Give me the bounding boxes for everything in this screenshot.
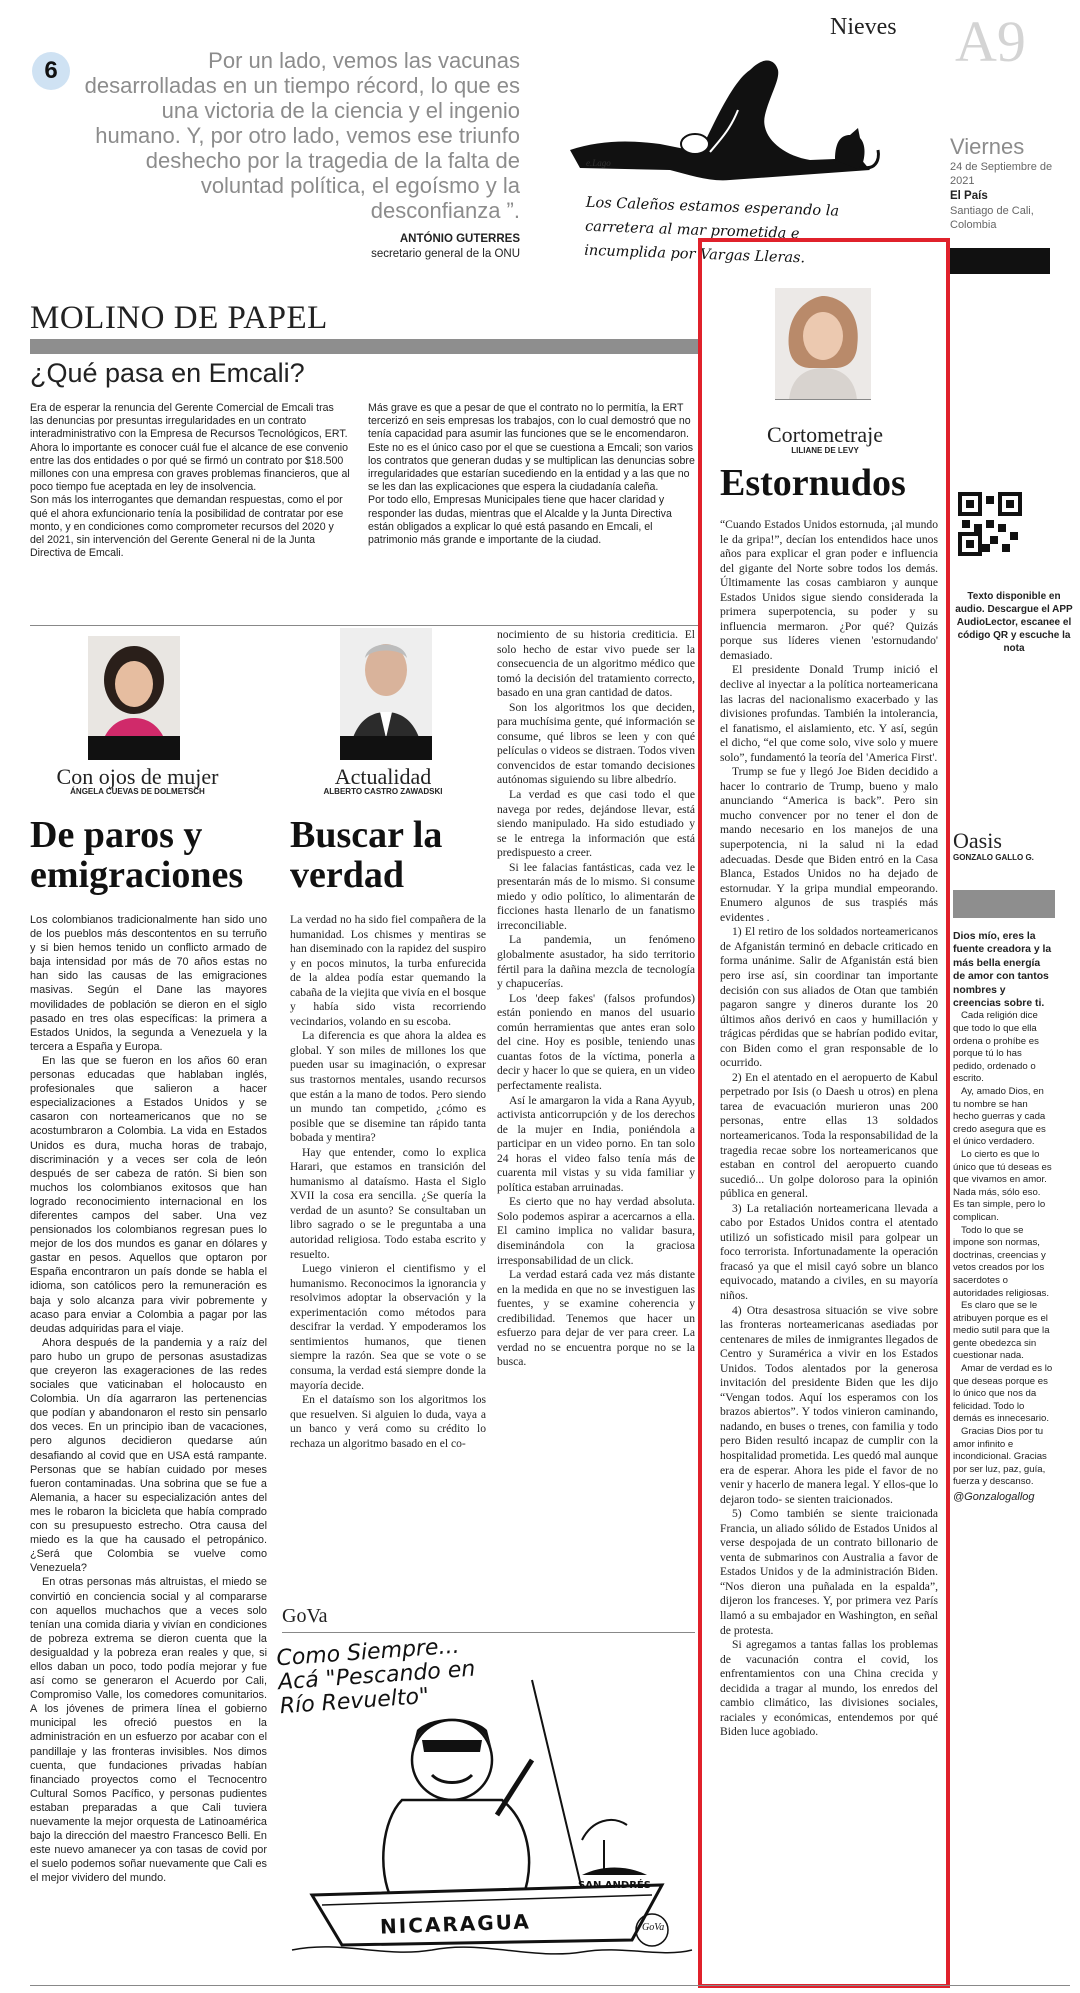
- oasis-author: GONZALO GALLO G.: [953, 853, 1034, 862]
- quote-icon: 6: [32, 52, 70, 90]
- oasis-gray-bar: [953, 890, 1055, 918]
- quote-text: Por un lado, vemos las vacunas desarrolladas en un tiempo récord, lo que es una victoria de la ciencia y el ingenio humano. Y, por otro lado, vemos ese triunfo deshecho por la tragedia de la falta de voluntad política, el egoísmo y la desconfianza ”.: [84, 48, 520, 223]
- top-cartoon-caption: Los Caleños estamos esperando la carretera al mar prometida e incumplida por Vargas Lleras.: [583, 194, 840, 267]
- molino-headline: ¿Qué pasa en Emcali?: [30, 358, 305, 388]
- qr-note: Texto disponible en audio. Descargue el APP AudioLector, escanee el código QR y escuche la nota: [955, 591, 1073, 654]
- col-a-author: ÁNGELA CUEVAS DE DOLMETSCH: [70, 787, 205, 796]
- oasis-body: Dios mío, eres la fuente creadora y la más bella energía de amor con tantos nombres y creencias sobre ti. Cada religión dice que todo lo que ella ordena o prohíbe es porque tú lo has pedido, ordenado o escrito. Ay, amado Dios, en tu nombre se han hecho guerras y cada credo asegura que es el único verdadero. Lo cierto es que lo único que tú deseas es que vivamos en amor. Nada más, sólo eso. Es tan simple, pero lo complican. Todo lo que se impone son normas, doctrinas, creencias y vetos creados por los sacerdotes o autoridades religiosas. Es claro que se le atribuyen porque es el medio sutil para que la gente obedezca sin cuestionar nada. Amar de verdad es lo que deseas porque es lo único que nos da felicidad. Todo lo demás es innecesario. Gracias Dios por tu amor infinito e incondicional. Gracias por ser luz, paz, guía, fuerza y descanso. @Gonzalogallog: [953, 931, 1053, 1503]
- header-date: 24 de Septiembre de 2021: [950, 161, 1053, 187]
- col-b-body: La verdad no ha sido fiel compañera de la humanidad. Los chismes y mentiras se han diseminado con la rapidez del suspiro y en pocos minutos, la turba enfurecida de la aldea podía estar quemando la cabaña de la viejita que vivía en el bosque y había sido vista recorriendo vecindarios, volando en su escoba. La diferencia es que ahora la aldea es global. Y son miles de millones los que pueden usar su imaginación, o expresar sus trastornos mentales, usando recursos que están a la mano de todos. Pero siendo un mundo tan competido, ¿cómo es posible que se disemine tan rápido tanta bobada y mentira? Hay que entender, como lo explica Harari, que estamos en transición del humanismo al dataísmo. Hasta el Siglo XVII la cosa era sencilla. ¿Se quería la verdad de un asunto? Se consultaban un libro sagrado o se le preguntaba a una autoridad religiosa. Todo estaba escrito y resuelto. Luego vinieron el cientifismo y el humanismo. Reconocimos la ignorancia y resolvimos adoptar la observación y la experimentación como métodos para descifrar la verdad. Y empoderamos los sentimientos humanos, que tienen siempre la razón. Sea que se vote o se consuma, la verdad está siempre donde la mayoría decide. En el dataísmo son los algoritmos los que resuelven. Si alguien lo duda, vaya a un banco y verá como su crédito lo rechaza un algoritmo basado en el co-: [290, 913, 486, 1450]
- col-a-section: Con ojos de mujer: [56, 764, 219, 789]
- author-photo-liliane: [775, 288, 871, 400]
- header-paper: El País: [950, 190, 988, 202]
- col-b-author: ALBERTO CASTRO ZAWADSKI: [323, 787, 443, 796]
- header-day: Viernes: [950, 134, 1025, 159]
- gova-signature: GoVa: [642, 1922, 665, 1933]
- quote-role: secretario general de la ONU: [371, 248, 520, 260]
- gova-rule: [282, 1632, 695, 1633]
- author-photo-alberto: [340, 628, 432, 760]
- col-c-body: nocimiento de su historia crediticia. El solo hecho de estar vivo puede ser la consecuencia de un algoritmo médico que tomó la decisión del tratamiento correcto, basado en una gran cantidad de datos. Son los algoritmos los que deciden, para muchísima gente, qué información se consume, qué libros se leen y con qué películas o videos se distraen. Todos viven convencidos de estar tomando decisiones autónomas siguiendo su libre albedrío. La verdad es que casi todo el que navega por redes, dejándose llevar, está siendo manipulado. Ha sido estudiado y se le entrega la información que está predispuesto a creer. Si lee falacias fantásticas, cada vez le presentarán más de lo mismo. Si consume miedo y odio político, lo alimentarán de ficciones hasta llenarlo de un fanatismo irreconciliable. La pandemia, un fenómeno globalmente asustador, ha sido territorio fértil para la dañina mezcla de tecnología y chapucerías. Los 'deep fakes' (falsos profundos) están poniendo en manos del usuario común herramientas que antes eran solo del cine. Hoy es posible, teniendo unas cuantas fotos de la víctima, ponerla a decir y hacer lo que se quiera, en un video perfectamente realista. Así le amargaron la vida a Rana Ayyub, activista anticorrupción y de los derechos de la mujer en India, poniéndola a participar en un video porno. En tan solo 24 horas el video falso tenía más de cuarenta mil vistas y su vida familiar y política estaban arruinadas. Es cierto que no hay verdad absoluta. Solo podemos aspirar a acercarnos a ella. El camino implica no validar basura, diseminándola con la graciosa irresponsabilidad de un click. La verdad estará cada vez más distante en la medida en que no se investiguen las fuentes, y se examine coherencia y credibilidad. Tenemos que hacer un esfuerzo para dejar de ver para creer. La verdad no se encuentra porque no se la busca.: [497, 628, 695, 1369]
- oasis-section: Oasis: [953, 828, 1002, 853]
- col-b-section: Actualidad: [334, 764, 432, 789]
- molino-column-2: Más grave es que a pesar de que el contrato no lo permitía, la ERT tercerizó en seis empresas los trabajos, con lo cual demostró que no tenía capacidad para asumir las funciones que se le encomendaron. Este no es el único caso por el que se cuestiona a Emcali; son varios los contratos que generan dudas y se multiplican las denuncias sobre irregularidades que estarían sucediendo en la entidad y a las que no se les dan las explicaciones que espera la ciudadanía caleña. Por todo ello, Empresas Municipales tiene que hacer claridad y responder las dudas, mientras que el Alcalde y la Junta Directiva están obligados a explicar lo qué está pasando en Emcali, el patrimonio más grande e importante de la ciudad.: [368, 402, 695, 547]
- col-a-headline: De paros y emigraciones: [30, 814, 244, 896]
- qr-code[interactable]: [958, 492, 1022, 556]
- gova-caption: Como Siempre... Acá "Pescando en Río Revuelto": [275, 1633, 477, 1720]
- header-black-bar: [950, 248, 1050, 274]
- section-name: Nieves: [830, 14, 897, 40]
- gova-label: GoVa: [282, 1605, 328, 1627]
- col-d-headline: Estornudos: [720, 462, 906, 504]
- molino-bottom-rule: [30, 625, 700, 626]
- col-b-headline: Buscar la verdad: [290, 814, 443, 896]
- top-cartoon-signature: e.Lago: [586, 158, 611, 168]
- header-city: Santiago de Cali, Colombia: [950, 205, 1034, 231]
- gova-island-text: SAN ANDRÉS: [578, 1880, 651, 1891]
- page-bottom-rule: [30, 1985, 1070, 1986]
- col-d-section: Cortometraje: [766, 422, 884, 447]
- molino-gray-rule: [30, 339, 700, 354]
- col-d-author: LILIANE DE LEVY: [791, 446, 859, 455]
- molino-section-title: MOLINO DE PAPEL: [30, 300, 328, 336]
- author-photo-angela: [88, 636, 180, 760]
- col-a-body: Los colombianos tradicionalmente han sido uno de los pueblos más descontentos en su terruño y si bien hemos tenido un conflicto armado de baja intensidad por más de 70 años estas no han sido las causas de las emigraciones masivas. Según el Dane las mayores movilidades de población se dieron en el siglo pasado en tres olas específicas: la primera a Estados Unidos, la segunda a Venezuela y la tercera a España y Europa. En las que se fueron en los años 60 eran personas educadas que hablaban inglés, profesionales que salieron a hacer especializaciones a Estados Unidos y se casaron con norteamericanos que no se acostumbraron a Colombia. La vida en Estados Unidos es dura, mucha horas de trabajo, discriminación y a veces ser cola de león después de ser cabeza de ratón. Si bien son muchos los colombianos exitosos que han logrado reconocimiento internacional en los diferentes campos del saber. Una vez pensionados los colombianos regresan pues lo mejor de los dos mundos es ganar en dólares y gastar en pesos. Aquellos que optaron por España encontraron un país donde se habla el idioma, son católicos pero la remuneración es baja y solo alcanza para vivir pobremente y acaso para enviar a Colombia a pagar por las deudas adquiridas para el viaje. Ahora después de la pandemia y a raíz del paro hubo un grupo de personas asustadizas que creyeron las exageraciones de las redes sociales que vaticinaban el holocausto en Colombia. Un día agarraron las pertenencias que podían y abandonaron el resto sin pensarlo dos veces. En un principio iban de vacaciones, pero algunos decidieron quedarse aún desafiando al covid que en USA está rampante. Personas que se habían cuidado por meses fueron contaminadas. Una sobrina que se fue a Alemania, a hacer su especialización antes del mes le robaron la bicicleta que había comprado con su presupuesto estrecho. Otra causa del miedo es la que ha causado el petropánico. ¿Será que Colombia se vuelve como Venezuela? En otras personas más altruistas, el miedo se convirtió en conciencia social y al compararse con aquellos muchachos que a veces solo tenían una comida diaria y vivían en condiciones de pobreza extrema se dieron cuenta que la desigualdad y la pobreza eran reales y que, si ellos daban un poco, todo podía mejorar y fue así como se generaron el Acuerdo por Cali, Compromiso Valle, los comedores comunitarios. A los jóvenes de primera línea el gobierno municipal les ofreció puestos en la administración en un esfuerzo por acabar con el pandillaje y las fronteras invisibles. Nos dimos cuenta, que fundaciones privadas habían financiado proyectos como el Tecnocentro Cultural Somos Pacífico, y personas pudientes estaban preparadas a que Cali tuviera nuevamente la mejor orquesta de Latinoamérica bajo la dirección del maestro Francesco Belli. En este nuevo amanecer ya con tasas de covid por el suelo podemos soñar nuevamente que Cali es el mejor vividero del mundo.: [30, 914, 267, 1885]
- quote-author: ANTÓNIO GUTERRES: [399, 233, 520, 245]
- col-d-body: “Cuando Estados Unidos estornuda, ¡al mundo le da gripa!”, decían los entendidos hace unos años para explicar el gran poder e influencia del gigante del Norte sobre todos los demás. Últimamente las cosas cambiaron y aunque Estados Unidos sigue siendo considerada la primera superpotencia, su poder y su influencia mermaron. ¿Por qué? Quizás porque sus líderes vienen 'estornudando' demasiado. El presidente Donald Trump inició el declive al inyectar a la política norteamericana las lacras del nacionalismo exacerbado y las divisiones profundas. También la intolerancia, el fanatismo, el aislamiento, etc. Y así, según el dicho, “el que come solo, vive solo y muere solo”, fundamentó la teoría del 'America First'. Trump se fue y llegó Joe Biden decidido a hacer lo contrario de Trump, bueno y malo anunciando “America is back”. Pero sin mucho convencer por no tener el don de mando necesario en los manejos de una superpotencia, ni la salud ni la edad adecuadas. Desde que Biden entró en la Casa Blanca, Estados Unidos no ha dejado de estornudar. Y la gripa mundial empeorando. Enumero algunos de sus traspiés más evidentes . 1) El retiro de los soldados norteamericanos de Afganistán terminó en debacle criticado en forma unánime. Salir de Afganistán está bien pero irse así, sin coordinar tan importante decisión con sus aliados de Otan que también pagaron sangre y dineros durante los 20 últimos años derivó en caos y humillación y trágicas pérdidas que se habrían podido evitar, con Biden como el gran responsable de lo ocurrido. 2) En el atentado en el aeropuerto de Kabul perpetrado por Isis (o Daesh u otros) en plena tarea de evacuación murieron unas 200 personas, entre ellas 13 soldados norteamericanos. Toda la responsabilidad de la tragedia recae sobre los norteamericanos que estaban en control del aeropuerto cuando sucedió... Un golpe doloroso para la opinión pública en general. 3) La retaliación norteamericana llevada a cabo por Estados Unidos contra el atentado utilizó un sofisticado misil para golpear un foco terrorista. Infortunadamente la operación fracasó ya que el misil cayó sobre un blanco equivocado, matando a civiles, en su mayoría niños. 4) Otra desastrosa situación se vive sobre las fronteras norteamericanas asediadas por centenares de miles de inmigrantes llegados de Centro y Suramérica a vivir en los Estados Unidos. Todos alentados por la generosa invitación del presidente Biden que les dijo “Vengan todos. Aquí los esperamos con los brazos abiertos”. Y todos vinieron caminando, nadando, en buses o trenes, con familia y todo pero Biden resultó incapaz de cumplir con la hospitalidad prometida. Les quedó mal aunque era de esperar. Ahora les pide el favor de no venir y hacerlo de manera legal. Y ellos-que lo dejaron todo- se sienten traicionados. 5) Como también se siente traicionada Francia, un aliado sólido de Estados Unidos al verse despojada de un contrato billonario de venta de submarinos con Australia a favor de Estados Unidos y de la administración Biden. “Nos dieron una puñalada en la espalda”, dijeron los franceses. Y, por primera vez París llamó a su embajador en Washington, en señal de protesta. Si agregamos a tantas fallas los problemas de vacunación contra el covid, los enfrentamientos con una China crecida y decidida a tragar al mundo, los enredos del cambio climático, las divisiones sociales, raciales y económicas, entendemos por qué Biden luce agobiado.: [720, 518, 938, 1739]
- page-number: A9: [955, 9, 1026, 74]
- molino-column-1: Era de esperar la renuncia del Gerente Comercial de Emcali tras las denuncias por presuntas irregularidades en un contrato interadministrativo con la Empresa de Recursos Tecnológicos, ERT. Ahora lo importante es conocer cuál fue el alcance de ese convenio entre las dos entidades o por qué se firmó un contrato por $18.500 millones con una empresa con graves problemas financieros, que al poco tiempo fue aceptada en ley de insolvencia. Son más los interrogantes que demandan respuestas, como el por qué el ahora exfuncionario tenía la posibilidad de contratar por ese monto, y en condiciones como comprometer recursos del 2020 y del 2021, sin intervención del Gerente General ni de la Junta Directiva de Emcali.: [30, 402, 350, 560]
- gova-boat-text: NICARAGUA: [379, 1909, 532, 1939]
